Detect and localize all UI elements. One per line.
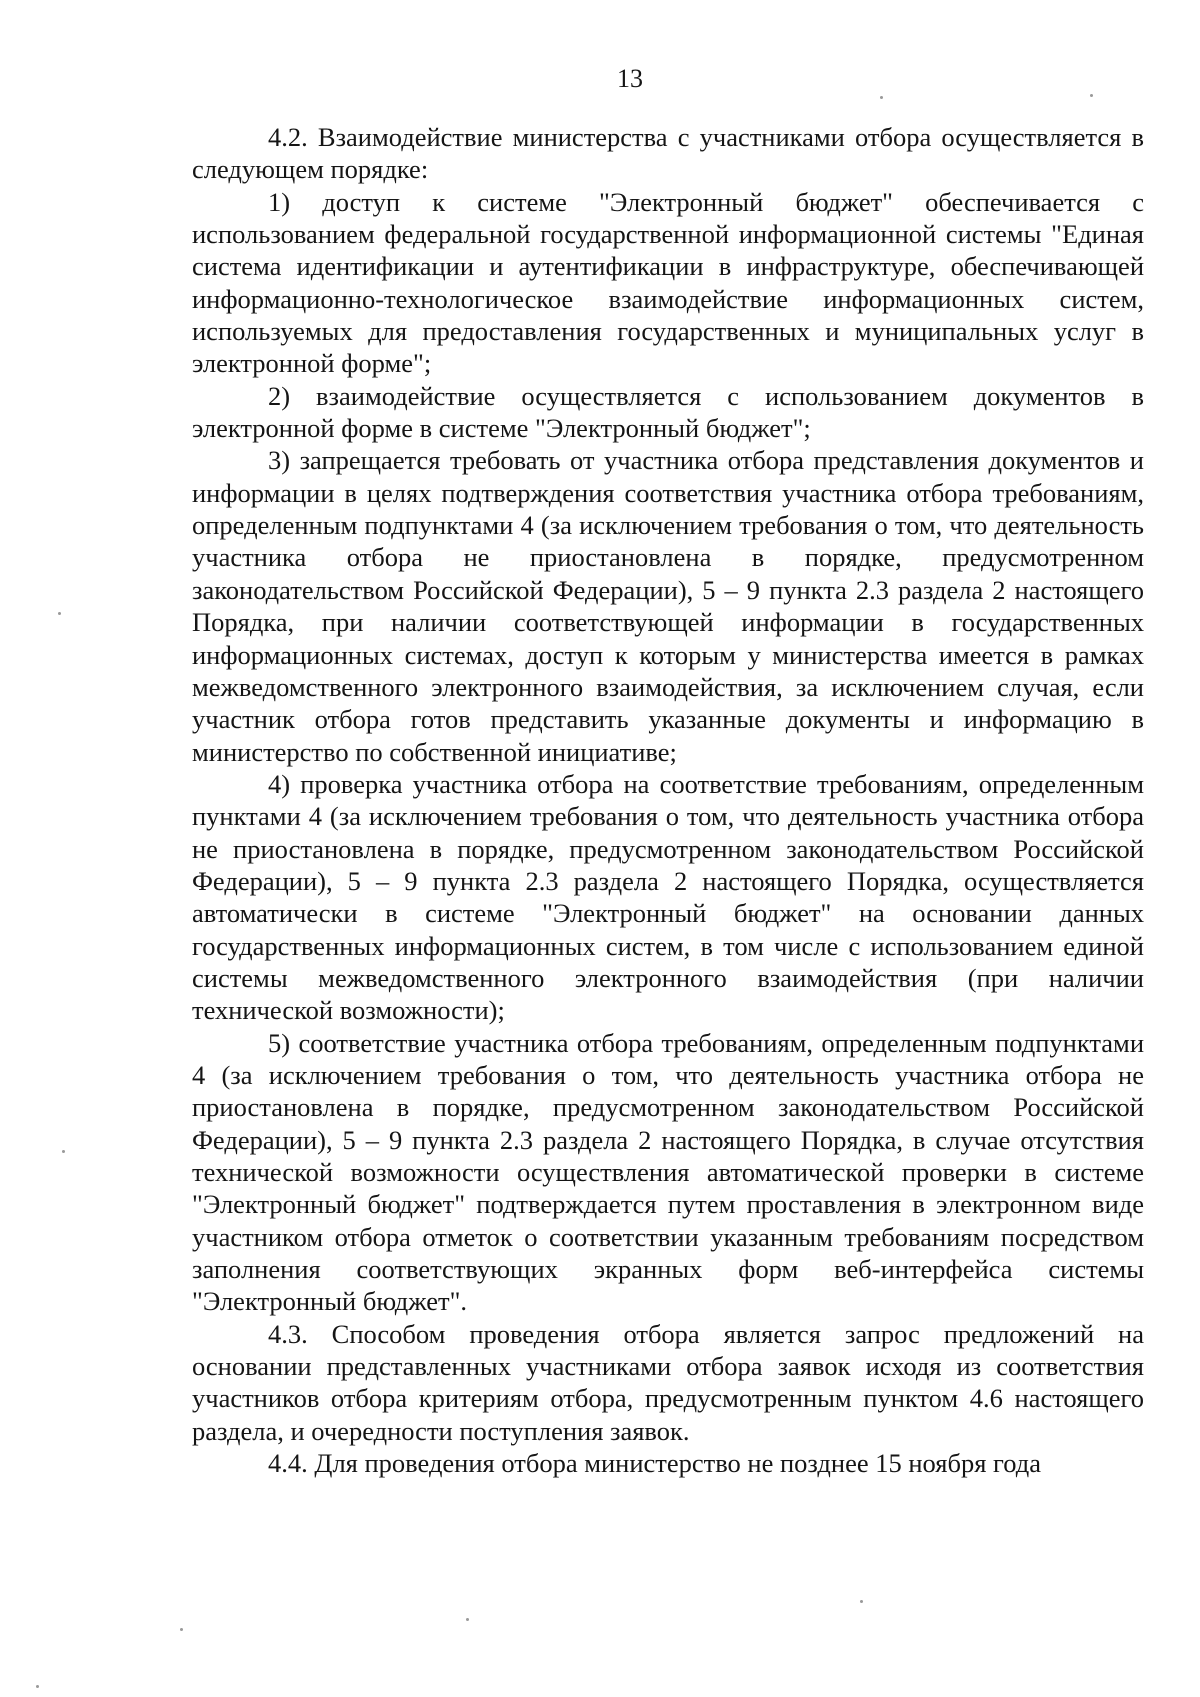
paragraph-4-2-item-1: 1) доступ к системе "Электронный бюджет" обеспечивается с использованием федеральной государственной информационной системы "Единая система идентификации и аутентификации в инфраструктуре, обеспечивающей информационно-технологическое взаимодействие информационных систем, используемых для предоставления государственных и муниципальных услуг в электронной форме"; [192,186,1144,379]
paragraph-4-4: 4.4. Для проведения отбора министерство не позднее 15 ноября года [268,1448,1041,1479]
scan-speck [62,1150,65,1153]
scan-speck [1090,94,1093,97]
document-body [192,121,1144,1479]
scan-speck [880,96,883,99]
scan-speck [180,1628,183,1631]
paragraph-4-2-item-3: 3) запрещается требовать от участника отбора представления документов и информации в целях подтверждения соответствия участника отбора требованиям, определенным подпунктами 4 (за исключением требования о том, что деятельность участника отбора не приостановлена в порядке, предусмотренном законодательством Российской Федерации), 5 – 9 пункта 2.3 раздела 2 настоящего Порядка, при наличии соответствующей информации в государственных информационных системах, доступ к которым у министерства имеется в рамках межведомственного электронного взаимодействия, за исключением случая, если участник отбора готов представить указанные документы и информацию в министерство по собственной инициативе; [192,445,1144,767]
page-number: 13 [617,64,643,93]
paragraph-4-2-item-2: 2) взаимодействие осуществляется с использованием документов в электронной форме в системе "Электронный бюджет"; [192,380,1144,444]
paragraph-4-2: 4.2. Взаимодействие министерства с участниками отбора осуществляется в следующем порядке: [192,122,1144,185]
scan-speck [58,612,61,615]
paragraph-4-3: 4.3. Способом проведения отбора является запрос предложений на основании представленных участниками отбора заявок исходя из соответствия участников отбора критериям отбора, предусмотренным пунктом 4.6 настоящего раздела, и очередности поступления заявок. [192,1318,1144,1446]
scan-speck [466,1618,469,1621]
scan-speck [860,1600,863,1603]
scan-speck [36,1685,39,1688]
paragraph-4-2-item-5: 5) соответствие участника отбора требованиям, определенным подпунктами 4 (за исключением требования о том, что деятельность участника отбора не приостановлена в порядке, предусмотренном законодательством Российской Федерации), 5 – 9 пункта 2.3 раздела 2 настоящего Порядка, в случае отсутствия технической возможности осуществления автоматической проверки в системе "Электронный бюджет" подтверждается путем проставления в электронном виде участником отбора отметок о соответствии указанным требованиям посредством заполнения соответствующих экранных форм веб-интерфейса системы "Электронный бюджет". [192,1027,1144,1317]
paragraph-4-2-item-4: 4) проверка участника отбора на соответствие требованиям, определенным пунктами 4 (за исключением требования о том, что деятельность участника отбора не приостановлена в порядке, предусмотренном законодательством Российской Федерации), 5 – 9 пункта 2.3 раздела 2 настоящего Порядка, осуществляется автоматически в системе "Электронный бюджет" на основании данных государственных информационных систем, в том числе с использованием единой системы межведомственного электронного взаимодействия (при наличии технической возможности); [192,768,1144,1026]
